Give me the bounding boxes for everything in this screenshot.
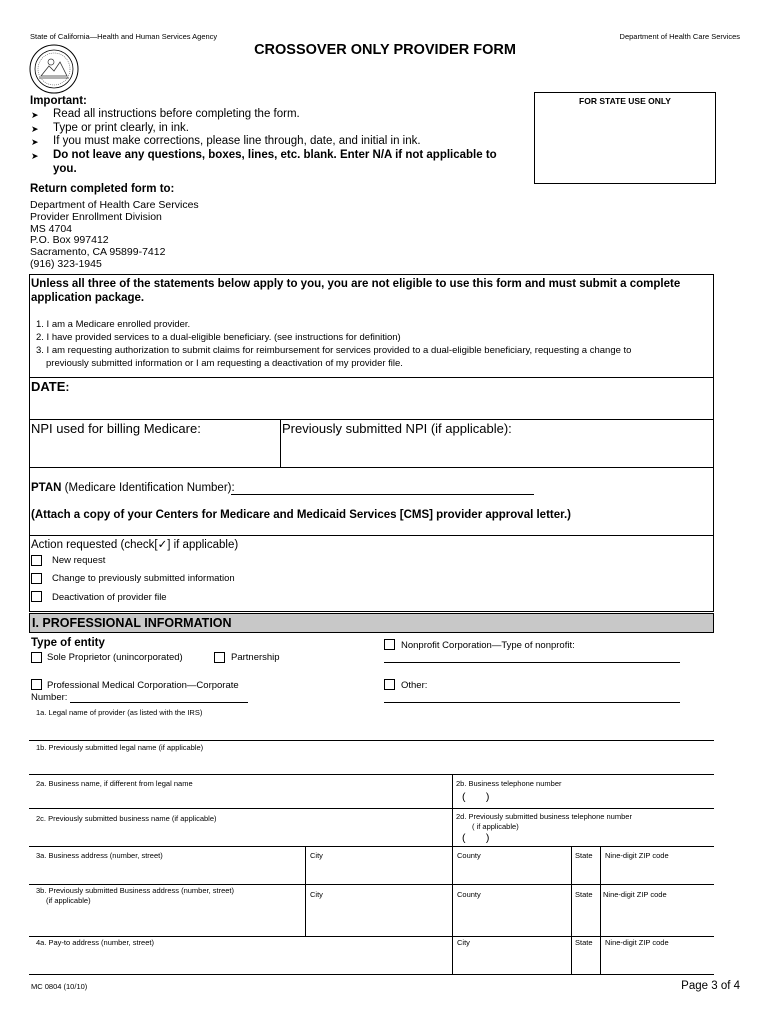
return-address [30, 200, 199, 271]
npi-previous-field[interactable] [284, 440, 710, 464]
field-2c-label: 2c. Previously submitted business name (if applicable) [36, 814, 217, 823]
statement: 2. I have provided services to a dual-eligible beneficiary. (see instructions for definition) [36, 332, 401, 343]
address-line: Provider Enrollment Division [30, 210, 162, 223]
ptan-attach-note: (Attach a copy of your Centers for Medicare and Medicaid Services [CMS] provider approval letter.) [31, 509, 572, 521]
npi-previous-label: Previously submitted NPI (if applicable): [282, 421, 512, 436]
entity-nonprofit: Nonprofit Corporation—Type of nonprofit: [401, 640, 575, 651]
page-number: Page 3 of 4 [681, 980, 740, 992]
statement: previously submitted information or I am requesting a deactivation of my provider file. [46, 358, 403, 369]
address-line: Sacramento, CA 95899-7412 [30, 246, 166, 259]
previous-business-name-field[interactable] [31, 826, 446, 844]
form-title: CROSSOVER ONLY PROVIDER FORM [254, 42, 516, 58]
field-2b-label: 2b. Business telephone number [456, 779, 562, 788]
state-label: State [575, 851, 593, 860]
entity-partnership: Partnership [231, 652, 280, 663]
entity-heading: Type of entity [31, 637, 105, 649]
ptan-field[interactable] [231, 494, 534, 495]
npi-billing-label: NPI used for billing Medicare: [31, 421, 201, 436]
previous-legal-name-field[interactable] [31, 754, 711, 772]
business-phone-field[interactable]: ( ) [462, 791, 490, 803]
zip-label: Nine-digit ZIP code [603, 890, 667, 899]
field-4a-label: 4a. Pay-to address (number, street) [36, 938, 154, 947]
checkbox-new-request[interactable] [31, 555, 42, 566]
field-1b-label: 1b. Previously submitted legal name (if applicable) [36, 743, 204, 752]
option-change-info: Change to previously submitted information [52, 573, 235, 584]
state-use-box [534, 92, 716, 184]
bullet-arrow-icon: ➤ [31, 137, 39, 147]
action-label: Action requested (check[✓] if applicable) [31, 539, 239, 551]
field-2a-label: 2a. Business name, if different from legal name [36, 779, 193, 788]
county-label: County [457, 851, 481, 860]
checkbox-nonprofit[interactable] [384, 639, 395, 650]
important-item: Do not leave any questions, boxes, lines, etc. blank. Enter N/A if not applicable to [53, 149, 497, 161]
checkbox-other[interactable] [384, 679, 395, 690]
section-header [29, 613, 714, 633]
checkbox-professional-corp[interactable] [31, 679, 42, 690]
section-title: I. PROFESSIONAL INFORMATION [32, 616, 232, 630]
important-item: you. [53, 163, 77, 175]
business-address-field[interactable] [31, 864, 301, 882]
entity-sole: Sole Proprietor (unincorporated) [47, 652, 183, 663]
eligibility-statements [36, 318, 631, 370]
eligibility-heading: Unless all three of the statements below apply to you, you are not eligible to use this form and must submit a complete application package. [31, 278, 681, 304]
pay-to-address-field[interactable] [31, 952, 446, 972]
important-item: Type or print clearly, in ink. [53, 122, 189, 134]
corporate-number-field[interactable] [70, 702, 248, 703]
field-3a-label: 3a. Business address (number, street) [36, 851, 163, 860]
field-1a-label: 1a. Legal name of provider (as listed with the IRS) [36, 708, 203, 717]
department-name: Department of Health Care Services [619, 32, 740, 41]
bullet-arrow-icon: ➤ [31, 124, 39, 134]
field-3b-label: 3b. Previously submitted Business address (number, street) (if applicable) [36, 886, 235, 905]
statement: 3. I am requesting authorization to submit claims for reimbursement for services provided to a dual-eligible beneficiary, requesting a change to [36, 345, 632, 356]
address-line: (916) 323-1945 [30, 257, 102, 270]
county-label: County [457, 890, 481, 899]
field-2d-label: 2d. Previously submitted business telephone number [456, 812, 632, 821]
legal-name-field[interactable] [31, 719, 711, 739]
checkbox-change-info[interactable] [31, 573, 42, 584]
checkbox-partnership[interactable] [214, 652, 225, 663]
checkbox-sole-proprietor[interactable] [31, 652, 42, 663]
important-item: If you must make corrections, please line through, date, and initial in ink. [53, 135, 421, 147]
bullet-arrow-icon: ➤ [31, 110, 39, 120]
date-label: DATE: [31, 379, 70, 394]
check-icon: ✓ [157, 539, 168, 551]
bullet-arrow-icon: ➤ [31, 151, 39, 161]
address-line: MS 4704 [30, 222, 73, 235]
ptan-label: PTAN (Medicare Identification Number): [31, 482, 235, 494]
business-name-field[interactable] [31, 790, 446, 807]
state-use-label: FOR STATE USE ONLY [579, 96, 671, 106]
entity-pmc-number-label: Number: [31, 692, 68, 703]
city-label: City [457, 938, 470, 947]
important-item: Read all instructions before completing the form. [53, 108, 300, 120]
state-label: State [575, 890, 593, 899]
return-heading: Return completed form to: [30, 183, 175, 195]
zip-label: Nine-digit ZIP code [605, 851, 669, 860]
field-2d-label-sub: ( if applicable) [472, 822, 519, 831]
date-field[interactable] [120, 381, 710, 417]
option-new-request: New request [52, 555, 106, 566]
address-line: P.O. Box 997412 [30, 234, 109, 247]
other-entity-field[interactable] [384, 702, 680, 703]
agency-name: State of California—Health and Human Services Agency [30, 32, 218, 41]
previous-phone-field[interactable]: ( ) [462, 832, 490, 844]
npi-billing-field[interactable] [31, 440, 276, 464]
city-label: City [310, 890, 323, 899]
address-line: Department of Health Care Services [30, 199, 199, 211]
entity-other: Other: [401, 680, 428, 691]
state-label: State [575, 938, 593, 947]
entity-pmc: Professional Medical Corporation—Corporate [47, 680, 239, 691]
nonprofit-type-field[interactable] [384, 662, 680, 663]
important-heading: Important: [30, 95, 87, 107]
city-label: City [310, 851, 323, 860]
previous-business-address-field[interactable] [31, 910, 301, 932]
statement: 1. I am a Medicare enrolled provider. [36, 319, 191, 330]
form-id: MC 0804 (10/10) [31, 982, 88, 991]
zip-label: Nine-digit ZIP code [605, 938, 669, 947]
option-deactivation: Deactivation of provider file [52, 592, 167, 603]
checkbox-deactivation[interactable] [31, 591, 42, 602]
